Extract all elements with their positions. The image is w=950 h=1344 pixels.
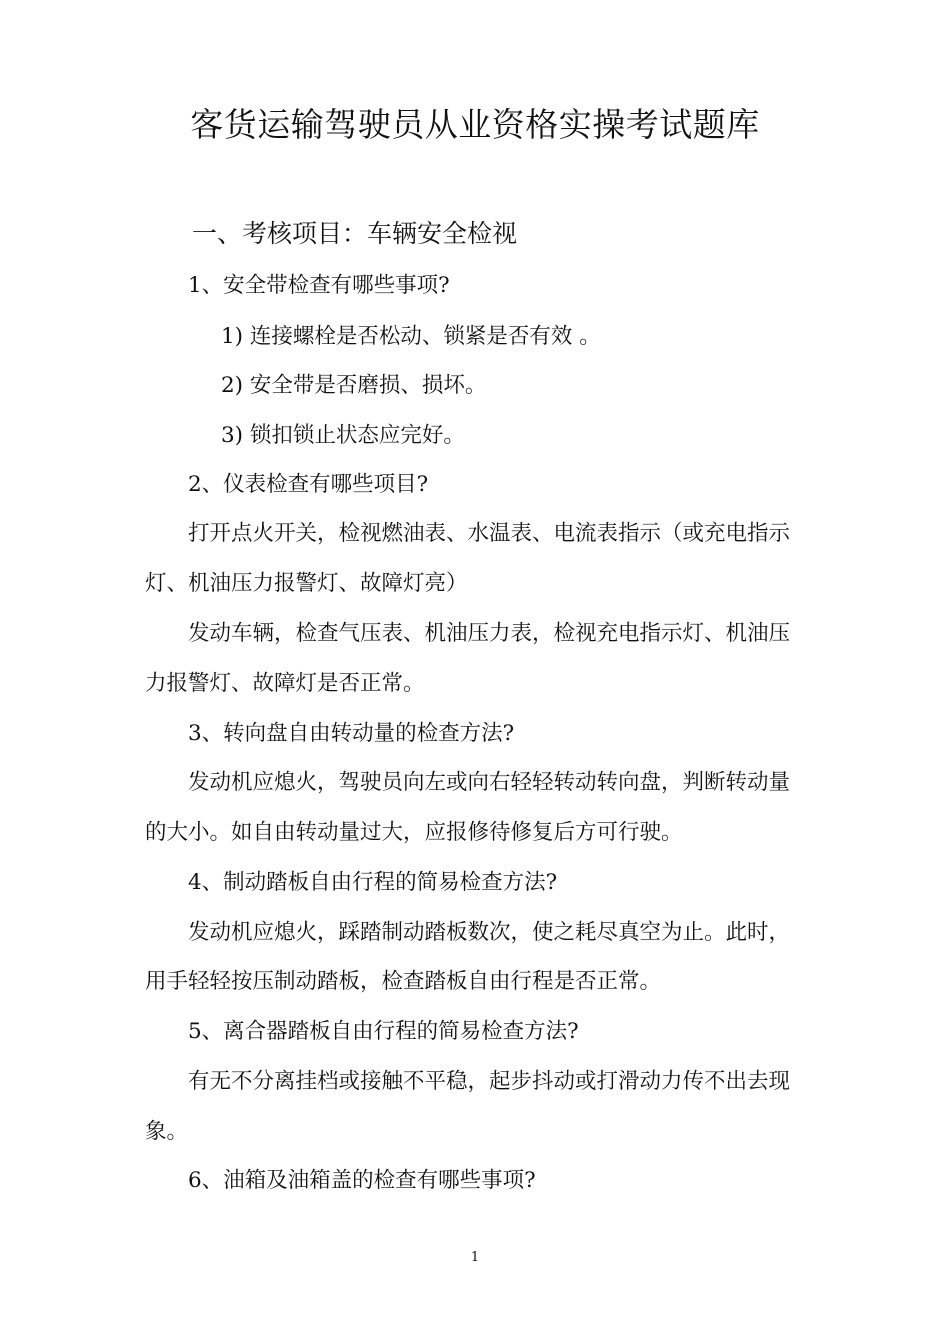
question-6: 6、油箱及油箱盖的检查有哪些事项?: [188, 1168, 536, 1193]
answer-3-line-1: 发动机应熄火，驾驶员向左或向右轻轻转动转向盘，判断转动量: [188, 770, 791, 795]
question-4: 4、制动踏板自由行程的简易检查方法?: [188, 870, 558, 895]
page-number: 1: [470, 1250, 480, 1265]
answer-3-line-2: 的大小。如自由转动量过大，应报修待修复后方可行驶。: [145, 820, 683, 845]
answer-1-item-3: 3) 锁扣锁止状态应完好。: [221, 423, 465, 448]
question-5: 5、离合器踏板自由行程的简易检查方法?: [188, 1019, 579, 1044]
answer-4-line-1: 发动机应熄火，踩踏制动踏板数次，使之耗尽真空为止。此时，: [188, 920, 791, 945]
answer-1-item-2: 2) 安全带是否磨损、损坏。: [221, 373, 487, 398]
question-1: 1、安全带检查有哪些事项?: [188, 273, 450, 298]
question-3: 3、转向盘自由转动量的检查方法?: [188, 721, 515, 746]
answer-2-line-2: 灯、机油压力报警灯、故障灯亮）: [145, 571, 468, 596]
answer-2-line-3: 发动车辆，检查气压表、机油压力表，检视充电指示灯、机油压: [188, 621, 791, 646]
question-2: 2、仪表检查有哪些项目?: [188, 472, 429, 497]
answer-2-line-4: 力报警灯、故障灯是否正常。: [145, 671, 425, 696]
answer-1-item-1: 1) 连接螺栓是否松动、锁紧是否有效 。: [221, 324, 601, 349]
document-title: 客货运输驾驶员从业资格实操考试题库: [190, 105, 760, 144]
answer-5-line-1: 有无不分离挂档或接触不平稳，起步抖动或打滑动力传不出去现: [188, 1069, 791, 1094]
answer-2-line-1: 打开点火开关，检视燃油表、水温表、电流表指示（或充电指示: [188, 521, 791, 546]
answer-5-line-2: 象。: [145, 1119, 189, 1144]
answer-4-line-2: 用手轻轻按压制动踏板，检查踏板自由行程是否正常。: [145, 969, 662, 994]
section-heading: 一、考核项目：车辆安全检视: [192, 219, 518, 248]
